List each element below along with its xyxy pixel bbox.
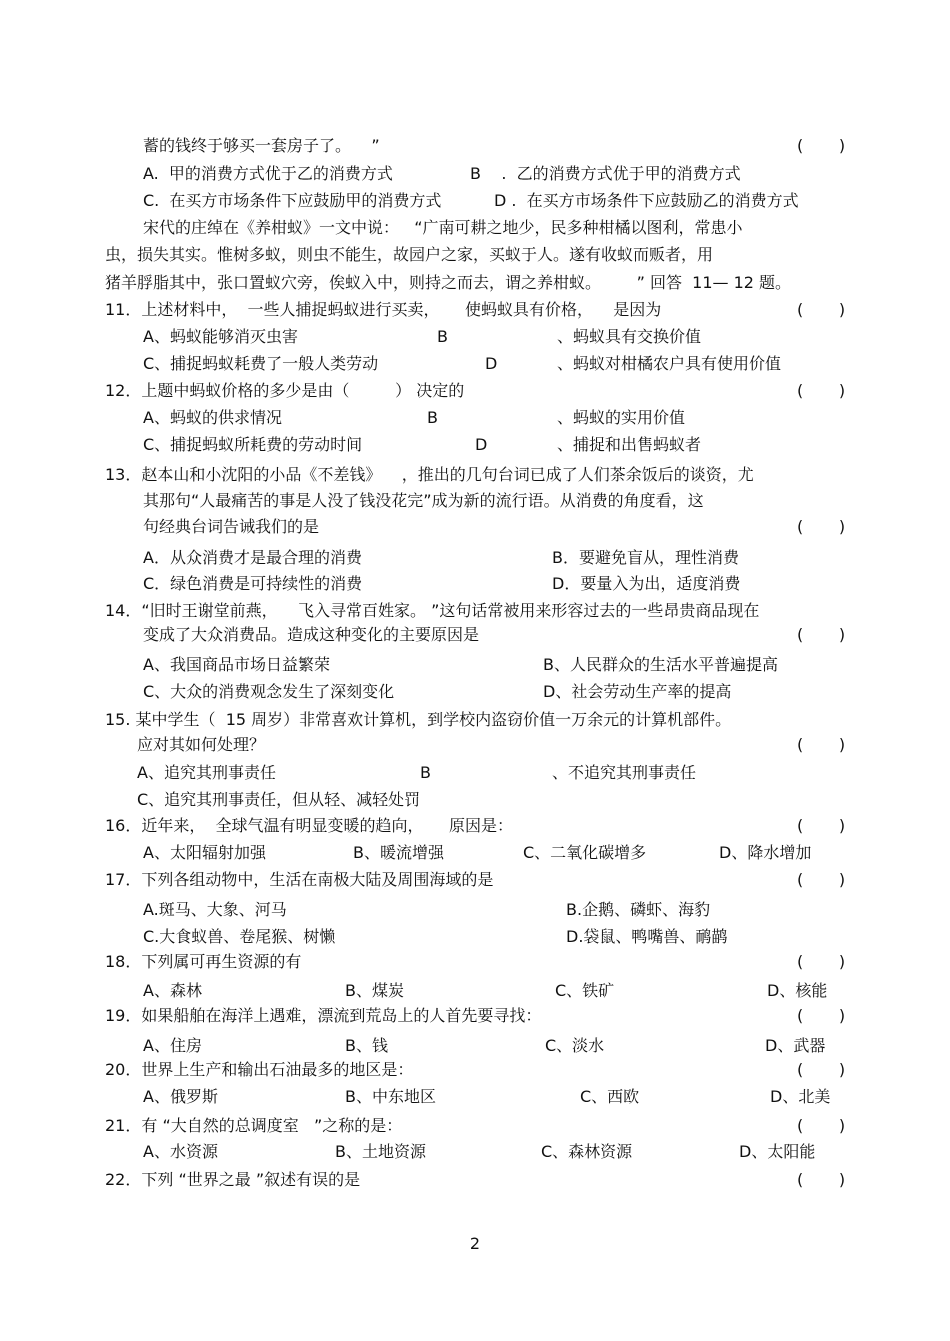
answer-bracket: ( ) [797, 1116, 846, 1135]
text-line: 15. 某中学生（ 15 周岁）非常喜欢计算机，到学校内盗窃价值一万余元的计算机部件。 [105, 710, 732, 729]
text-line: B、人民群众的生活水平普遍提高 [543, 655, 778, 674]
text-line: 虫，损失其实。惟树多蚁，则虫不能生，故园户之家，买蚁于人。遂有收蚁而贩者，用 [105, 245, 714, 264]
text-line: 、不追究其刑事责任 [552, 763, 697, 782]
text-line: C.大食蚁兽、卷尾猴、树懒 [143, 927, 336, 946]
answer-bracket: ( ) [797, 1170, 846, 1189]
text-line: A、俄罗斯 [143, 1087, 218, 1106]
text-line: 、蚂蚁具有交换价值 [557, 327, 702, 346]
text-line: D、太阳能 [739, 1142, 816, 1161]
text-line: B、煤炭 [345, 981, 404, 1000]
text-line: D [485, 354, 498, 373]
text-line: 应对其如何处理？ [137, 735, 266, 754]
text-line: A. 甲的消费方式优于乙的消费方式 [143, 164, 393, 183]
text-line: B [437, 327, 448, 346]
text-line: 11．上述材料中， 一些人捕捉蚂蚁进行买卖， 使蚂蚁具有价格， 是因为 [105, 300, 662, 319]
text-line: B、钱 [345, 1036, 388, 1055]
text-line: 、蚂蚁对柑橘农户具有使用价值 [557, 354, 782, 373]
text-line: D.袋鼠、鸭嘴兽、鸸鹋 [566, 927, 728, 946]
text-line: C、铁矿 [555, 981, 615, 1000]
text-line: 21．有 “大自然的总调度室 ”之称的是： [105, 1116, 403, 1135]
text-line: A、森林 [143, 981, 202, 1000]
text-line: 19．如果船舶在海洋上遇难，漂流到荒岛上的人首先要寻找： [105, 1006, 542, 1025]
text-line: 12．上题中蚂蚁价格的多少是由（ ） 决定的 [105, 381, 465, 400]
answer-bracket: ( ) [797, 136, 846, 155]
answer-bracket: ( ) [797, 735, 846, 754]
text-line: 22．下列 “世界之最 ”叙述有误的是 [105, 1170, 361, 1189]
text-line: C、追究其刑事责任，但从轻、减轻处罚 [137, 790, 421, 809]
text-line: A、蚂蚁能够消灭虫害 [143, 327, 298, 346]
text-line: 猪羊脬脂其中，张口置蚁穴旁，俟蚁入中，则持之而去，谓之养柑蚁。 ” 回答 11— 12 题。 [105, 273, 792, 292]
answer-bracket: ( ) [797, 1006, 846, 1025]
text-line: A、住房 [143, 1036, 202, 1055]
text-line: B、中东地区 [345, 1087, 436, 1106]
text-line: D [475, 435, 488, 454]
answer-bracket: ( ) [797, 381, 846, 400]
text-line: A、水资源 [143, 1142, 218, 1161]
text-line: D、社会劳动生产率的提高 [543, 682, 732, 701]
text-line: C、西欧 [580, 1087, 640, 1106]
text-line: 宋代的庄绰在《养柑蚁》一文中说： “广南可耕之地少，民多种柑橘以图利，常患小 [143, 218, 743, 237]
text-line: B . 乙的消费方式优于甲的消费方式 [470, 164, 741, 183]
text-line: 18．下列属可再生资源的有 [105, 952, 302, 971]
text-line: B [420, 763, 431, 782]
page-number: 2 [469, 1234, 481, 1253]
text-line: 其那句“人最痛苦的事是人没了钱没花完”成为新的流行语。从消费的角度看，这 [143, 491, 704, 510]
text-line: C、捕捉蚂蚁所耗费的劳动时间 [143, 435, 363, 454]
text-line: C、捕捉蚂蚁耗费了一般人类劳动 [143, 354, 379, 373]
text-line: B.企鹅、磷虾、海豹 [566, 900, 711, 919]
text-line: B．要避免盲从，理性消费 [552, 548, 739, 567]
answer-bracket: ( ) [797, 1060, 846, 1079]
text-line: D、核能 [767, 981, 828, 1000]
text-line: 17．下列各组动物中，生活在南极大陆及周围海域的是 [105, 870, 494, 889]
text-line: C、大众的消费观念发生了深刻变化 [143, 682, 395, 701]
text-line: A．从众消费才是最合理的消费 [143, 548, 362, 567]
text-line: 13．赵本山和小沈阳的小品《不差钱》 ，推出的几句台词已成了人们茶余饭后的谈资，尤 [105, 465, 754, 484]
text-line: C、森林资源 [541, 1142, 633, 1161]
answer-bracket: ( ) [797, 517, 846, 536]
text-line: A、追究其刑事责任 [137, 763, 276, 782]
text-line: A、我国商品市场日益繁荣 [143, 655, 330, 674]
text-line: D、降水增加 [719, 843, 812, 862]
text-line: 蓄的钱终于够买一套房子了。 ” [143, 136, 380, 155]
text-line: B [427, 408, 438, 427]
text-line: A.斑马、大象、河马 [143, 900, 287, 919]
text-line: A、蚂蚁的供求情况 [143, 408, 282, 427]
answer-bracket: ( ) [797, 870, 846, 889]
text-line: 16．近年来， 全球气温有明显变暖的趋向， 原因是： [105, 816, 513, 835]
text-line: A、太阳辐射加强 [143, 843, 266, 862]
text-line: D、武器 [765, 1036, 826, 1055]
text-line: 20．世界上生产和输出石油最多的地区是： [105, 1060, 414, 1079]
answer-bracket: ( ) [797, 625, 846, 644]
text-line: B、暖流增强 [353, 843, 444, 862]
text-line: D . 在买方市场条件下应鼓励乙的消费方式 [494, 191, 799, 210]
text-line: 14．“旧时王谢堂前燕， 飞入寻常百姓家。 ”这句话常被用来形容过去的一些昂贵商品现在 [105, 601, 760, 620]
text-line: C、淡水 [545, 1036, 605, 1055]
text-line: 句经典台词告诫我们的是 [143, 517, 320, 536]
answer-bracket: ( ) [797, 300, 846, 319]
text-line: 、蚂蚁的实用价值 [557, 408, 686, 427]
text-line: C．绿色消费是可持续性的消费 [143, 574, 363, 593]
text-line: C. 在买方市场条件下应鼓励甲的消费方式 [143, 191, 442, 210]
text-line: B、土地资源 [335, 1142, 426, 1161]
text-line: D、北美 [770, 1087, 831, 1106]
text-line: 变成了大众消费品。造成这种变化的主要原因是 [143, 625, 480, 644]
answer-bracket: ( ) [797, 952, 846, 971]
text-line: C、二氧化碳增多 [523, 843, 647, 862]
text-line: D．要量入为出，适度消费 [552, 574, 741, 593]
answer-bracket: ( ) [797, 816, 846, 835]
text-line: 、捕捉和出售蚂蚁者 [557, 435, 702, 454]
